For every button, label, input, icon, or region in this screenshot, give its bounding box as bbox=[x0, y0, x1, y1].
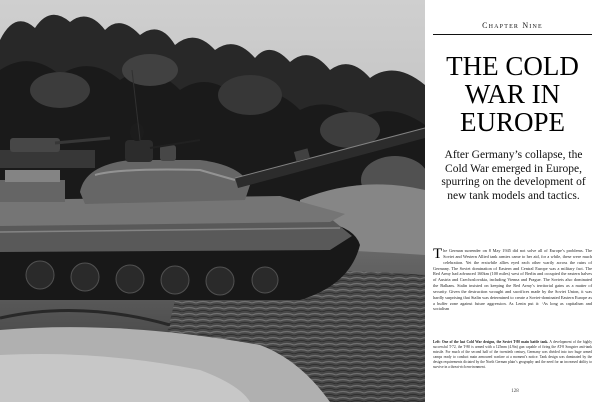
body-text bbox=[433, 248, 592, 312]
lead-paragraph: After Germany’s collapse, the Cold War emerged in Europe, spurring on the development of new tank models and tactics. bbox=[441, 149, 586, 202]
caption-lead: Left: One of the last Cold War designs, the Soviet T-80 main battle tank. bbox=[433, 340, 549, 344]
page-number: 128 bbox=[511, 389, 519, 394]
title-line-1: THE COLD bbox=[446, 51, 579, 81]
drop-cap: T bbox=[433, 246, 443, 262]
chapter-label: Chapter Nine bbox=[482, 21, 543, 30]
title-line-2: WAR IN bbox=[464, 79, 561, 109]
title-line-3: EUROPE bbox=[459, 107, 565, 137]
body-paragraph: he German surrender on 8 May 1945 did not solve all of Europe’s problems. The Soviet and Western Allied tank armies came to her aid, for a while, these were much celebration. Yet the erstwhile allies eyed each other warily across the ruins of Germany. The Soviet domination of Eastern and Central Europe was a military fact. The Red Army had advanced 160km (100 miles) west of Berlin and occupied the eastern halves of Austria and Czechoslovakia, including Vienna and Prague. The Soviets also dominated the Balkans. Stalin insisted on keeping the Red Army’s territorial gains as a matter of security. Given the destruction wrought and sacrifices made by the Soviet Union, it was hardly surprising that Stalin was determined to create a Soviet-dominated Eastern Europe as a buffer zone against future aggression. As Lenin put it: ‘As long as capitalism and socialism bbox=[433, 248, 592, 312]
chapter-rule bbox=[433, 34, 592, 35]
caption-text: A development of the highly successful T-72, the T-80 is armed with a 125mm (4.9in) gun capable of firing the AT-8 Songster anti-tank missile. For much of the second half of the twentieth century, Germany was divided into two huge armed camps ready to conduct main armoured warfare at a moment’s notice. Tank design was dominated by the design requirements dictated by the North German plain’s geography and the need for an increased ability to survive in a threat-rich environment. bbox=[433, 340, 592, 369]
photo-caption bbox=[433, 340, 592, 370]
chapter-title bbox=[425, 52, 600, 136]
